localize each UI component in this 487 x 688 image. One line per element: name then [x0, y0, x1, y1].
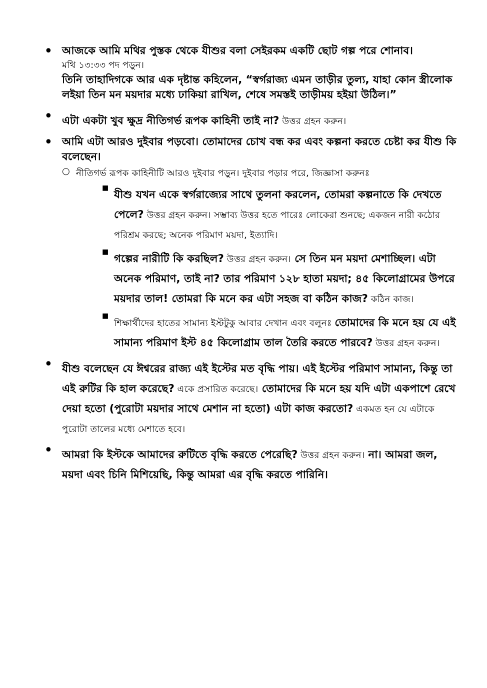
nested-list-item [114, 247, 457, 307]
main-bullet-list [62, 44, 457, 483]
list-item [62, 109, 457, 129]
question-text: তোমাদের কি মনে হয় যে এই সামান্য পরিমাণ ইস্ট ৪৫ কিলোগ্রাম তাল তৈরি করতে পারবে? [114, 317, 456, 349]
nested-list-item [114, 311, 457, 351]
answer-text: না। আমরা জল, ময়দা এবং চিনি মিশিয়েছি, কিন্তু আমরা এর বৃদ্ধি করতে পারিনি। [62, 449, 438, 481]
sub-list-item [76, 167, 457, 351]
instruction-text: উত্তর গ্রহন করুন। [372, 338, 440, 349]
instruction-text: শিক্ষার্থীদের হাতের সামান্য ইস্টটুকু আবার দেখান এবং বলুনঃ [114, 318, 335, 329]
answer-text: একে প্রসারিত করেছে। [174, 384, 259, 395]
instruction-text: একমত হন যে এটাকে পুরোটা তালের মধ্যে মেশাতে হবে। [62, 404, 435, 435]
question-text: গল্পের নারীটি কি করছিল? [114, 253, 224, 265]
nested-bullet-list [114, 183, 457, 351]
scripture-quote: তিনি তাহাদিগকে আর এক দৃষ্টান্ত কহিলেন, “স্বর্গরাজ্য এমন তাড়ীর তুল্য, যাহা কোন স্ত্রীলোক লইয়া তিন মন ময়দার মধ্যে ঢাকিয়া রাখিল, শেষে সমস্তই তাড়ীময় হইয়া উঠিল।” [62, 74, 453, 101]
instruction-text: উত্তর গ্রহন করুন। [297, 450, 365, 461]
item-instruction: উত্তর গ্রহন করুন। [279, 116, 347, 127]
question-text: সে তিন মন ময়দা মেশাচ্ছিল। এটা অনেক পরিমাণ, তাই না? তার পরিমাণ ১২৮ হাতা ময়দা; ৪৫ কিলোগ্রামের উপরে ময়দার তাল! তোমরা কি মনে কর এটা সহজ বা কঠিন কাজ? [114, 253, 455, 305]
instruction-text: উত্তর গ্রহন করুন। [223, 254, 291, 265]
question-text: তোমাদের কি মনে হয় যদি এটা একপাশে রেখে দেয়া হতো (পুরোটা ময়দার সাথে মেশান না হতো) এটা কাজ করতো? [62, 383, 456, 415]
nested-list-item [114, 183, 457, 243]
list-item [62, 357, 457, 437]
answer-text: কঠিন কাজ। [367, 294, 414, 305]
list-item [62, 443, 457, 483]
list-item [62, 44, 457, 103]
sub-list [76, 167, 457, 351]
sub-item-text: ○ নীতিগর্ভ রূপক কাহিনীটি আরও দুইবার পড়ুন। দুইবার পড়ার পরে, জিজ্ঞাসা করুনঃ [76, 168, 370, 179]
question-text: যীশু যখন একে স্বর্গরাজ্যের সাথে তুলনা করলেন, তোমরা কল্পনাতে কি দেখতে পেলে? [114, 189, 442, 221]
item-text: যীশু বলেছেন যে ঈশ্বরের রাজ্য এই ইস্টের মত বৃদ্ধি পায়। এই ইস্টের পরিমাণ সামান্য, কিন্তু তা এই রুটির কি হাল করেছে? [62, 363, 453, 395]
item-text: • আমি এটা আরও দুইবার পড়বো। তোমাদের চোখ বন্ধ কর এবং কল্পনা করতে চেষ্টা কর যীশু কি বলেছেন। [62, 136, 457, 163]
list-item [62, 135, 457, 351]
scripture-reference: মথি ১৩:৩৩ পদ পড়ুন। [62, 60, 145, 71]
item-question: এটা একটা খুব ক্ষুদ্র নীতিগর্ভ রূপক কাহিনী তাই না? [62, 115, 280, 127]
question-text: আমরা কি ইস্টকে আমাদের রুটিতে বৃদ্ধি করতে পেরেছি? [62, 449, 298, 461]
answer-text: উত্তর গ্রহন করুন। সম্ভাব্য উত্তর হতে পারেঃ লোকেরা শুনছে; একজন নারী কঠোর পরিশ্রম করছে; অনেক পরিমাণ ময়দা, ইত্যাদি। [114, 210, 441, 241]
item-text: • আজকে আমি মথির পুস্তক থেকে যীশুর বলা সেইরকম একটি ছোট গল্প পরে শোনাব। [62, 45, 413, 57]
